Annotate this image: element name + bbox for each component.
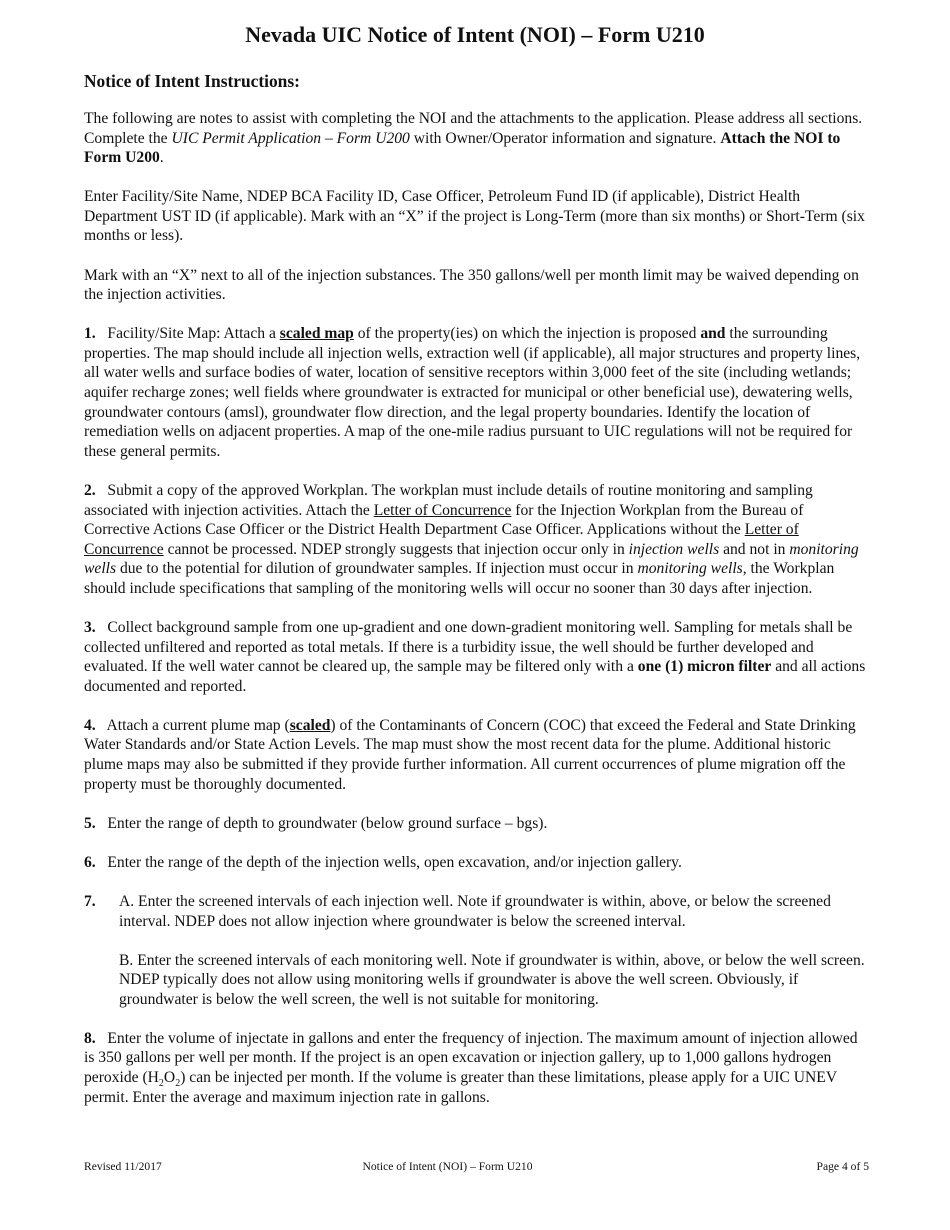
injection-wells-emphasis: injection wells — [628, 540, 720, 558]
text-span: . — [159, 149, 164, 167]
page-title: Nevada UIC Notice of Intent (NOI) – Form U210 — [245, 22, 705, 47]
text-span: Collect background sample from one up-gradient and one down-gradient monitoring well. Sampling for metals shall be collected unfiltered and reported as total metals. If there is a turbidity issue, the well should be further developed and evaluated. If the well water cannot be cleared up, the sample may be filtered only with a — [84, 618, 853, 676]
item-6 — [84, 853, 869, 873]
text-span: ) of the Contaminants of Concern (COC) that exceed the Federal and State Drinking Water Standards and/or State Action Levels. The map must show the most recent data for the plume. Additional historic plume maps may also be submitted if they provide further information. All current occurrences of plume migration off the property must be thoroughly documented. — [84, 716, 856, 793]
text-span: the surrounding properties. The map should include all injection wells, extraction well (if applicable), all major structures and property lines, all water wells and surface bodies of water, location of sensitive receptors within 3,000 feet of the site (including wetlands; aquifer recharge zones; well fields where groundwater is extracted for municipal or other beneficial use), dewatering wells, groundwater contours (amsl), groundwater flow direction, and the legal property boundaries. Identify the location of remediation wells on adjacent properties. A map of the one-mile radius pursuant to UIC regulations will not be required for these general permits. — [84, 325, 861, 460]
scaled-emphasis: scaled — [289, 716, 331, 734]
intro-paragraph-2: Enter Facility/Site Name, NDEP BCA Facility ID, Case Officer, Petroleum Fund ID (if applicable), District Health Department UST ID (if applicable). Mark with an “X” if the project is Long-Term (more than six months) or Short-Term (six months or less). — [84, 188, 865, 245]
text-span: O — [163, 1069, 176, 1087]
item-number: 4. — [84, 716, 96, 734]
text-span: of the property(ies) on which the injection is proposed — [353, 325, 701, 343]
item-number: 2. — [84, 481, 96, 499]
letter-of-concurrence-ref: Letter of Concurrence — [84, 521, 799, 558]
item-8 — [84, 1029, 869, 1107]
item-7-part-a: A. Enter the screened intervals of each injection well. Note if groundwater is within, above, or below the screened interval. NDEP does not allow injection where groundwater is below the screened interval. — [119, 892, 831, 930]
footer-form-name: Notice of Intent (NOI) – Form U210 — [362, 1160, 533, 1173]
text-span: Enter the range of the depth of the injection wells, open excavation, and/or injection gallery. — [107, 853, 682, 871]
intro-paragraph-3: Mark with an “X” next to all of the injection substances. The 350 gallons/well per month limit may be waived depending on the injection activities. — [84, 266, 859, 304]
text-span: Enter the range of depth to groundwater (below ground surface – bgs). — [107, 814, 548, 832]
item-number: 7. — [84, 892, 96, 910]
item-2 — [84, 481, 869, 599]
item-7-part-b: B. Enter the screened intervals of each monitoring well. Note if groundwater is within, above, or below the well screen. NDEP typically does not allow using monitoring wells if groundwater is above the well screen. Obviously, if groundwater is below the well screen, the well is not suitable for monitoring. — [119, 951, 865, 1008]
text-span: The following are notes to assist with completing the NOI and the attachments to the application. Please address all sections. Complete the — [84, 110, 863, 147]
intro-paragraph-1 — [84, 109, 869, 168]
item-number: 5. — [84, 814, 96, 832]
text-span: cannot be processed. NDEP strongly suggests that injection occur only in — [163, 540, 629, 558]
item-number: 1. — [84, 325, 96, 343]
micron-filter-emphasis: one (1) micron filter — [637, 658, 772, 676]
text-span: Facility/Site Map: Attach a — [107, 325, 280, 343]
item-3 — [84, 618, 869, 696]
text-span: for the Injection Workplan from the Bureau of Corrective Actions Case Officer or the District Health Department Case Officer. Applications without the — [84, 501, 804, 539]
text-span: Submit a copy of the approved Workplan. The workplan must include details of routine monitoring and sampling associated with injection activities. Attach the — [84, 481, 813, 519]
attach-noi-instruction: Attach the NOI to Form U200 — [84, 129, 841, 167]
revision-date: Revised 11/2017 — [84, 1160, 162, 1173]
form-u200-reference: UIC Permit Application – Form U200 — [171, 129, 410, 147]
text-span: with Owner/Operator information and signature. — [409, 129, 721, 147]
item-number: 8. — [84, 1029, 96, 1047]
monitoring-wells-emphasis: monitoring wells — [637, 560, 743, 578]
text-span: ) can be injected per month. If the volume is greater than these limitations, please apply for a UIC UNEV permit. Enter the average and maximum injection rate in gallons. — [84, 1069, 837, 1106]
text-span: and not in — [719, 540, 790, 558]
and-emphasis: and — [700, 325, 726, 343]
scaled-map-emphasis: scaled map — [279, 325, 354, 343]
text-span: , the Workplan should include specifications that sampling of the monitoring wells will occur no sooner than 30 days after injection. — [84, 560, 835, 597]
item-1 — [84, 324, 869, 461]
letter-of-concurrence-ref: Letter of Concurrence — [373, 501, 512, 519]
section-heading: Notice of Intent Instructions: — [84, 71, 300, 91]
item-7 — [84, 892, 869, 931]
text-span: Enter the volume of injectate in gallons and enter the frequency of injection. The maximum amount of injection allowed is 350 gallons per well per month. If the project is an open excavation or injection gallery, up to 1,000 gallons hydrogen peroxide (H — [84, 1029, 858, 1087]
monitoring-wells-emphasis: monitoring wells — [84, 540, 859, 578]
item-number: 3. — [84, 618, 96, 636]
subscript: 2 — [175, 1078, 181, 1090]
page-number: Page 4 of 5 — [816, 1160, 869, 1173]
text-span: and all actions documented and reported. — [84, 658, 866, 695]
item-4 — [84, 716, 869, 794]
text-span: Attach a current plume map ( — [106, 716, 290, 734]
item-number: 6. — [84, 853, 96, 871]
item-5 — [84, 814, 869, 834]
text-span: due to the potential for dilution of groundwater samples. If injection must occur in — [116, 560, 638, 578]
instructions-body — [84, 69, 869, 1127]
subscript: 2 — [158, 1078, 164, 1090]
